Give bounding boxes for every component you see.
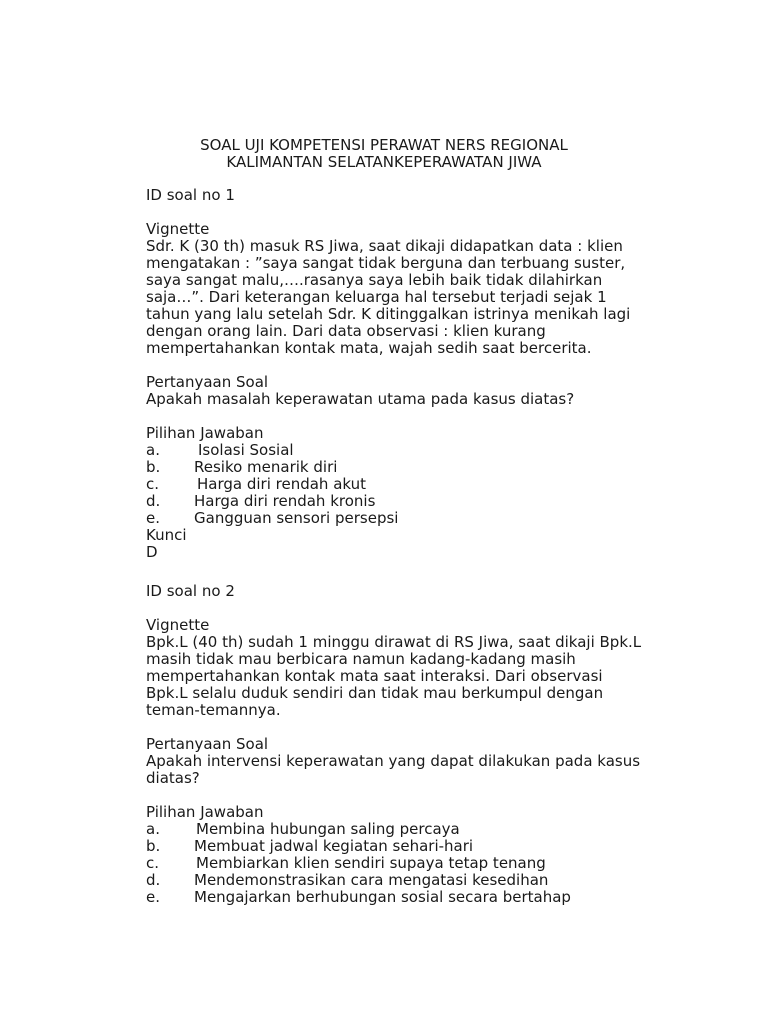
vignette-line: mengatakan : ”saya sangat tidak berguna dan terbuang suster, [146,254,626,272]
choice-item [146,510,676,527]
choice-item [146,442,676,459]
choice-letter: a. [146,441,160,459]
choice-item [146,459,676,476]
choice-item [146,872,676,889]
question-id: ID soal no 1 [146,186,235,204]
choice-letter: b. [146,458,161,476]
choice-letter: d. [146,871,161,889]
choice-item [146,838,676,855]
choice-text: Membiarkan klien sendiri supaya tetap tenang [196,854,546,872]
choice-text: Isolasi Sosial [198,441,294,459]
vignette-line: teman-temannya. [146,701,281,719]
choice-letter: a. [146,820,160,838]
choices-label: Pilihan Jawaban [146,424,264,442]
choice-letter: c. [146,475,160,493]
document-title [0,137,768,171]
question-text: Apakah masalah keperawatan utama pada kasus diatas? [146,390,575,408]
vignette-line: Sdr. K (30 th) masuk RS Jiwa, saat dikaji didapatkan data : klien [146,237,623,255]
vignette-line: saja…”. Dari keterangan keluarga hal tersebut terjadi sejak 1 [146,288,607,306]
key-label: Kunci [146,526,187,544]
choice-item [146,889,676,906]
title-line-1: SOAL UJI KOMPETENSI PERAWAT NERS REGIONAL [200,136,568,154]
question-2 [146,583,676,906]
vignette-label: Vignette [146,616,210,634]
choice-text: Membuat jadwal kegiatan sehari-hari [194,837,474,855]
vignette-line: Bpk.L (40 th) sudah 1 minggu dirawat di RS Jiwa, saat dikaji Bpk.L [146,633,642,651]
choice-letter: b. [146,837,161,855]
key-answer: D [146,543,158,561]
vignette-line: mempertahankan kontak mata, wajah sedih saat bercerita. [146,339,592,357]
choice-letter: e. [146,509,160,527]
choice-text: Mendemonstrasikan cara mengatasi kesedihan [194,871,549,889]
choice-text: Harga diri rendah akut [197,475,367,493]
question-text: diatas? [146,769,200,787]
vignette-line: mempertahankan kontak mata saat interaksi. Dari observasi [146,667,603,685]
choice-text: Harga diri rendah kronis [194,492,376,510]
question-label: Pertanyaan Soal [146,735,269,753]
vignette-line: saya sangat malu,….rasanya saya lebih baik tidak dilahirkan [146,271,603,289]
question-1 [146,187,676,561]
choices-label: Pilihan Jawaban [146,803,264,821]
vignette-line: tahun yang lalu setelah Sdr. K ditinggalkan istrinya menikah lagi [146,305,631,323]
choice-text: Mengajarkan berhubungan sosial secara bertahap [194,888,571,906]
vignette-line: masih tidak mau berbicara namun kadang-kadang masih [146,650,576,668]
question-text: Apakah intervensi keperawatan yang dapat dilakukan pada kasus [146,752,641,770]
question-label: Pertanyaan Soal [146,373,269,391]
choice-text: Resiko menarik diri [194,458,338,476]
choice-item [146,476,676,493]
title-line-2: KALIMANTAN SELATANKEPERAWATAN JIWA [226,153,542,171]
choice-item [146,493,676,510]
choice-text: Gangguan sensori persepsi [194,509,399,527]
choice-letter: c. [146,854,160,872]
vignette-line: dengan orang lain. Dari data observasi : klien kurang [146,322,546,340]
question-id: ID soal no 2 [146,582,235,600]
vignette-line: Bpk.L selalu duduk sendiri dan tidak mau berkumpul dengan [146,684,604,702]
choice-item [146,855,676,872]
choice-letter: e. [146,888,160,906]
choice-item [146,821,676,838]
choice-text: Membina hubungan saling percaya [196,820,460,838]
choice-letter: d. [146,492,161,510]
vignette-label: Vignette [146,220,210,238]
